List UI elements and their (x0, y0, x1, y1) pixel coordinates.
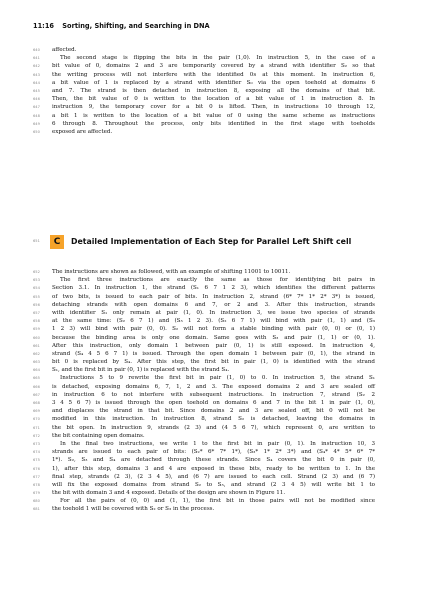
text-line (33, 46, 375, 54)
paragraph-block-1 (33, 46, 375, 136)
text-line (33, 399, 375, 407)
line-number: 675 (33, 458, 40, 463)
text-line (33, 87, 375, 95)
line-number: 677 (33, 474, 40, 479)
line-number: 664 (33, 368, 40, 373)
line-number: 642 (33, 64, 40, 69)
text-line (33, 120, 375, 128)
line-text: is detached, exposing domains 6, 7, 1, 2 and 3. The exposed domains 2 and 3 are sealed off (52, 383, 375, 390)
text-line (33, 489, 375, 497)
line-number: 644 (33, 80, 40, 85)
line-number: 674 (33, 450, 40, 455)
text-line (33, 276, 375, 284)
text-line (33, 505, 375, 513)
text-line (33, 432, 375, 440)
line-text: The first three instructions are exactly the same as those for identifying bit pairs in (60, 277, 375, 284)
line-number: 681 (33, 507, 40, 512)
text-line (33, 317, 375, 325)
section-badge: C (50, 235, 64, 249)
text-line (33, 79, 375, 87)
line-text: the toehold 1 will be covered with S₂ or S₃ in the process. (52, 506, 215, 513)
line-number: 665 (33, 376, 40, 381)
line-number: 653 (33, 278, 40, 283)
text-line (33, 71, 375, 79)
text-line (33, 391, 375, 399)
line-number: 662 (33, 351, 40, 356)
line-text: Instructions 5 to 9 rewrite the first bit in pair (1, 0) to 0. In instruction 5, the strand S₁ (60, 375, 375, 382)
line-number: 652 (33, 270, 40, 274)
line-text: The second stage is flipping the bits in the pair (1,0). In instruction 5, in the case of a (60, 55, 375, 62)
line-text: and displaces the strand in that bit. Since domains 2 and 3 are sealed off, bit 0 will not be (52, 408, 375, 415)
line-number: 678 (33, 482, 40, 487)
line-number: 655 (33, 294, 40, 299)
line-number: 659 (33, 327, 40, 332)
line-number: 650 (33, 129, 40, 134)
line-number: 669 (33, 409, 40, 414)
line-text: In the final two instructions, we write 1 to the first bit in pair (0, 1). In instruction 10, 3 (60, 440, 375, 447)
line-text: The instructions are shown as followed, with an example of shifting 11001 to 10011. (52, 269, 291, 275)
line-number: 666 (33, 384, 40, 389)
line-number: 670 (33, 417, 40, 422)
line-text: will fix the exposed domains from strand S₂ to S₃, and strand (2 3 4 5) will write bit 1 to (52, 481, 375, 488)
line-number: 673 (33, 441, 40, 446)
line-text: strands are issued to each pair of bits: (S₂* 6* 7* 1*), (S₃* 1* 2* 3*) and (S₄* 4* 5* 6* 7* (52, 449, 375, 456)
text-line (33, 95, 375, 103)
line-text: bit value of 0, domains 2 and 3 are temporarily covered by a strand with identifier S₂ so that (52, 63, 375, 70)
line-number: 648 (33, 113, 40, 118)
text-line (33, 407, 375, 415)
line-text: Section 3.1. In instruction 1, the strand (S₁ 6 7 1 2 3), which identifies the different patterns (52, 285, 375, 292)
line-number: 646 (33, 97, 40, 102)
line-text: 1), after this step, domains 3 and 4 are exposed in these bits, ready to be written to 1. In the (52, 465, 375, 472)
line-text: 1*). S₂, S₃ and S₄ are detached through these strands. Since S₄ covers the bit 0 in pair (0, (52, 457, 375, 464)
line-text: exposed are affected. (52, 128, 113, 135)
text-line (33, 54, 375, 62)
line-number: 672 (33, 433, 40, 438)
line-number: 645 (33, 88, 40, 93)
section-heading (33, 235, 375, 249)
text-line (33, 465, 375, 473)
text-line (33, 103, 375, 111)
line-text: bit 0 is replaced by S₄. After this step, the first bit in pair (1, 0) is identified with the strand (52, 359, 375, 366)
line-number: 660 (33, 335, 40, 340)
text-line (33, 424, 375, 432)
line-number: 679 (33, 491, 40, 496)
running-title: Sorting, Shifting, and Searching in DNA (62, 22, 210, 30)
line-text: with identifier S₁ only remain at pair (1, 0). In instruction 3, we issue two species of strands (52, 309, 375, 316)
line-text: in instruction 6 to not interfere with subsequent instructions. In instruction 7, strand (S₂ 2 (52, 391, 375, 398)
line-text: affected. (52, 47, 77, 53)
text-line (33, 473, 375, 481)
text-line (33, 268, 375, 276)
text-line (33, 128, 375, 136)
line-text: the bit containing open domains. (52, 432, 145, 439)
line-text: the bit open. In instruction 9, strands (2 3) and (4 5 6 7), which represent 0, are written to (52, 424, 375, 431)
line-number: 676 (33, 466, 40, 471)
line-text: 1 2 3) will bind with pair (0, 0). S₂ will not form a stable binding with pair (0, 0) or (0, 1) (52, 326, 375, 333)
line-text: For all the pairs of (0, 0) and (1, 1), the first bit in those pairs will not be modified since (60, 498, 375, 505)
line-text: 6 through 8. Throughout the process, only bits identified in the first stage with toeholds (52, 120, 375, 127)
line-text: of two bits, is issued to each pair of bits. In instruction 2, strand (6* 7* 1* 2* 3*) is issued, (52, 293, 375, 300)
text-line (33, 358, 375, 366)
line-text: at the same time: (S₂ 6 7 1) and (S₃ 1 2 3). (S₂ 6 7 1) will bind with pair (1, 1) and (S₃ (52, 318, 375, 325)
line-number: 640 (33, 48, 40, 52)
line-number: 657 (33, 310, 40, 315)
text-line (33, 448, 375, 456)
page-number: 11:16 (33, 22, 54, 30)
line-text: final step, strands (2 3), (2 3 4 5), and (6 7) are issued to each cell. Strand (2 3) and (6 7) (52, 473, 375, 480)
text-line (33, 62, 375, 70)
line-text: a bit value of 1 is replaced by a strand with identifier S₀ via the open toehold at domains 6 (52, 79, 375, 86)
line-text: the writing process will not interfere with the identified 0s at this moment. In instruction 6, (52, 71, 375, 78)
text-line (33, 440, 375, 448)
text-line (33, 415, 375, 423)
line-number: 671 (33, 425, 40, 430)
line-number: 661 (33, 343, 40, 348)
line-text: modified in this instruction. In instruction 8, strand S₂ is detached, leaving the domains in (52, 416, 375, 423)
line-number: 656 (33, 302, 40, 307)
line-text: After this instruction, only domain 1 between pair (0, 1) is still exposed. In instruction 4, (52, 342, 375, 349)
line-number: 643 (33, 72, 40, 77)
line-number: 667 (33, 392, 40, 397)
line-number: 654 (33, 286, 40, 291)
text-line (33, 342, 375, 350)
line-text: instruction 9, the temporary cover for a bit 0 is lifted. Then, in instructions 10 through 12, (52, 104, 375, 111)
line-number: 641 (33, 56, 40, 61)
line-text: the bit with domain 3 and 4 exposed. Details of the design are shown in Figure 11. (52, 490, 286, 497)
line-number: 649 (33, 121, 40, 126)
paragraph-block-2 (33, 268, 375, 514)
text-line (33, 293, 375, 301)
text-line (33, 284, 375, 292)
line-text: S₁, and the first bit in pair (0, 1) is replaced with the strand S₄. (52, 367, 230, 374)
text-line (33, 325, 375, 333)
line-text: a bit 1 is written to the location of a bit value of 0 using the same scheme as instructions (52, 112, 375, 119)
line-text: detaching strands with open domains 6 and 7, or 2 and 3. After this instruction, strands (52, 301, 375, 308)
text-line (33, 112, 375, 120)
text-line (33, 366, 375, 374)
line-text: strand (S₄ 4 5 6 7 1) is issued. Through the open domain 1 between pair (0, 1), the strand in (52, 350, 375, 357)
line-number: 663 (33, 360, 40, 365)
text-line (33, 350, 375, 358)
text-line (33, 481, 375, 489)
section-title: Detailed Implementation of Each Step for Parallel Left Shift cell (71, 237, 352, 246)
line-number: 658 (33, 319, 40, 324)
text-line (33, 374, 375, 382)
line-number: 680 (33, 499, 40, 504)
text-line (33, 497, 375, 505)
text-line (33, 309, 375, 317)
line-text: 3 4 5 6 7) is issued through the open toehold on domains 6 and 7 in the bit 1 in pair (1, 0), (52, 400, 375, 406)
text-line (33, 383, 375, 391)
text-line (33, 456, 375, 464)
text-line (33, 301, 375, 309)
running-header (33, 22, 210, 30)
line-text: Then, the bit value of 0 is written to the location of a bit value of 1 in instruction 8. In (52, 96, 375, 103)
line-text: and 7. The strand is then detached in instruction 8, exposing all the domains of that bit. (52, 87, 375, 94)
line-text: because the binding area is only one domain. Same goes with S₃ and pair (1, 1) or (0, 1). (52, 334, 375, 341)
line-number: 651 (33, 239, 40, 243)
line-number: 647 (33, 105, 40, 110)
text-line (33, 334, 375, 342)
line-number: 668 (33, 401, 40, 405)
